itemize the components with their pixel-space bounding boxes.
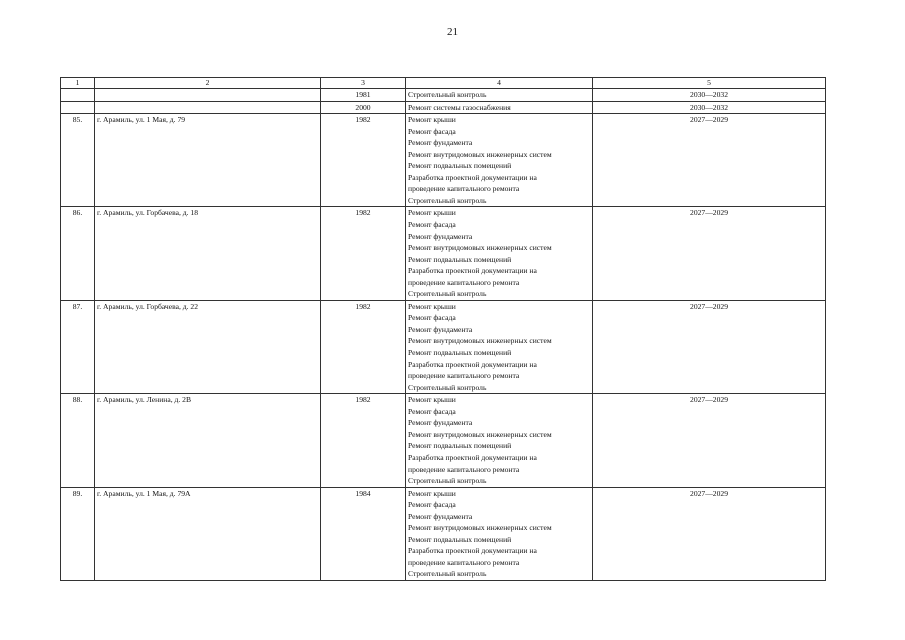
works-cell xyxy=(406,207,593,300)
work-item: Ремонт фасада xyxy=(408,500,456,510)
work-item: Ремонт внутридомовых инженерных систем xyxy=(408,243,552,253)
row-number-cell: 88. xyxy=(61,394,95,487)
works-cell xyxy=(406,487,593,580)
header-col-2: 2 xyxy=(95,78,321,89)
work-item: Ремонт крыши xyxy=(408,301,456,311)
table-body xyxy=(61,78,826,581)
work-item: проведение капитального ремонта xyxy=(408,184,520,194)
address-cell: г. Арамиль, ул. 1 Мая, д. 79А xyxy=(95,487,321,580)
table-row xyxy=(61,487,826,580)
year-cell: 1981 xyxy=(321,89,406,102)
continuation-row xyxy=(61,101,826,114)
address-cell xyxy=(95,101,321,114)
work-item: Строительный контроль xyxy=(408,569,487,579)
period-cell: 2027—2029 xyxy=(593,207,826,300)
work-item: Ремонт внутридомовых инженерных систем xyxy=(408,336,552,346)
work-item: Разработка проектной документации на xyxy=(408,546,537,556)
work-item: Разработка проектной документации на xyxy=(408,452,537,462)
work-item: Ремонт подвальных помещений xyxy=(408,161,512,171)
work-type-cell: Строительный контроль xyxy=(406,89,593,102)
works-cell xyxy=(406,394,593,487)
period-cell: 2030—2032 xyxy=(593,89,826,102)
work-item: Ремонт внутридомовых инженерных систем xyxy=(408,429,552,439)
row-number-cell: 87. xyxy=(61,300,95,393)
continuation-row xyxy=(61,89,826,102)
work-item: проведение капитального ремонта xyxy=(408,371,520,381)
header-row xyxy=(61,78,826,89)
work-item: Строительный контроль xyxy=(408,476,487,486)
work-item: Ремонт крыши xyxy=(408,488,456,498)
work-item: Ремонт фундамента xyxy=(408,418,473,428)
work-item: Разработка проектной документации на xyxy=(408,266,537,276)
repair-schedule-table xyxy=(60,77,826,581)
work-item: Ремонт фундамента xyxy=(408,231,473,241)
work-item: проведение капитального ремонта xyxy=(408,557,520,567)
period-cell: 2027—2029 xyxy=(593,114,826,207)
work-item: Строительный контроль xyxy=(408,382,487,392)
work-item: Ремонт крыши xyxy=(408,115,456,125)
table-row xyxy=(61,394,826,487)
period-cell: 2027—2029 xyxy=(593,487,826,580)
work-item: Ремонт подвальных помещений xyxy=(408,348,512,358)
header-col-3: 3 xyxy=(321,78,406,89)
year-cell: 1982 xyxy=(321,114,406,207)
work-item: Ремонт подвальных помещений xyxy=(408,534,512,544)
year-cell: 2000 xyxy=(321,101,406,114)
row-number-cell: 89. xyxy=(61,487,95,580)
work-item: Ремонт подвальных помещений xyxy=(408,441,512,451)
work-item: Ремонт крыши xyxy=(408,395,456,405)
year-cell: 1984 xyxy=(321,487,406,580)
table-row xyxy=(61,300,826,393)
row-number-cell xyxy=(61,89,95,102)
address-cell: г. Арамиль, ул. 1 Мая, д. 79 xyxy=(95,114,321,207)
page-number: 21 xyxy=(447,26,458,38)
header-col-1: 1 xyxy=(61,78,95,89)
work-item: Ремонт фасада xyxy=(408,406,456,416)
period-cell: 2027—2029 xyxy=(593,394,826,487)
work-item: Ремонт фундамента xyxy=(408,138,473,148)
work-item: Ремонт фундамента xyxy=(408,324,473,334)
works-cell xyxy=(406,300,593,393)
period-cell: 2027—2029 xyxy=(593,300,826,393)
row-number-cell xyxy=(61,101,95,114)
row-number-cell: 86. xyxy=(61,207,95,300)
work-item: Ремонт фасада xyxy=(408,313,456,323)
work-item: Разработка проектной документации на xyxy=(408,172,537,182)
work-item: Ремонт внутридомовых инженерных систем xyxy=(408,149,552,159)
work-item: проведение капитального ремонта xyxy=(408,464,520,474)
table-row xyxy=(61,207,826,300)
address-cell: г. Арамиль, ул. Горбачева, д. 18 xyxy=(95,207,321,300)
year-cell: 1982 xyxy=(321,207,406,300)
work-item: Строительный контроль xyxy=(408,195,487,205)
year-cell: 1982 xyxy=(321,300,406,393)
header-col-5: 5 xyxy=(593,78,826,89)
work-item: Ремонт внутридомовых инженерных систем xyxy=(408,523,552,533)
works-cell xyxy=(406,114,593,207)
work-type-cell: Ремонт системы газоснабжения xyxy=(406,101,593,114)
work-item: Ремонт фасада xyxy=(408,220,456,230)
work-item: Ремонт фасада xyxy=(408,126,456,136)
address-cell: г. Арамиль, ул. Ленина, д. 2В xyxy=(95,394,321,487)
work-item: Строительный контроль xyxy=(408,289,487,299)
period-cell: 2030—2032 xyxy=(593,101,826,114)
address-cell xyxy=(95,89,321,102)
address-cell: г. Арамиль, ул. Горбачева, д. 22 xyxy=(95,300,321,393)
header-col-4: 4 xyxy=(406,78,593,89)
work-item: проведение капитального ремонта xyxy=(408,277,520,287)
work-item: Ремонт подвальных помещений xyxy=(408,254,512,264)
work-item: Ремонт крыши xyxy=(408,208,456,218)
work-item: Разработка проектной документации на xyxy=(408,359,537,369)
year-cell: 1982 xyxy=(321,394,406,487)
row-number-cell: 85. xyxy=(61,114,95,207)
table-row xyxy=(61,114,826,207)
work-item: Ремонт фундамента xyxy=(408,511,473,521)
